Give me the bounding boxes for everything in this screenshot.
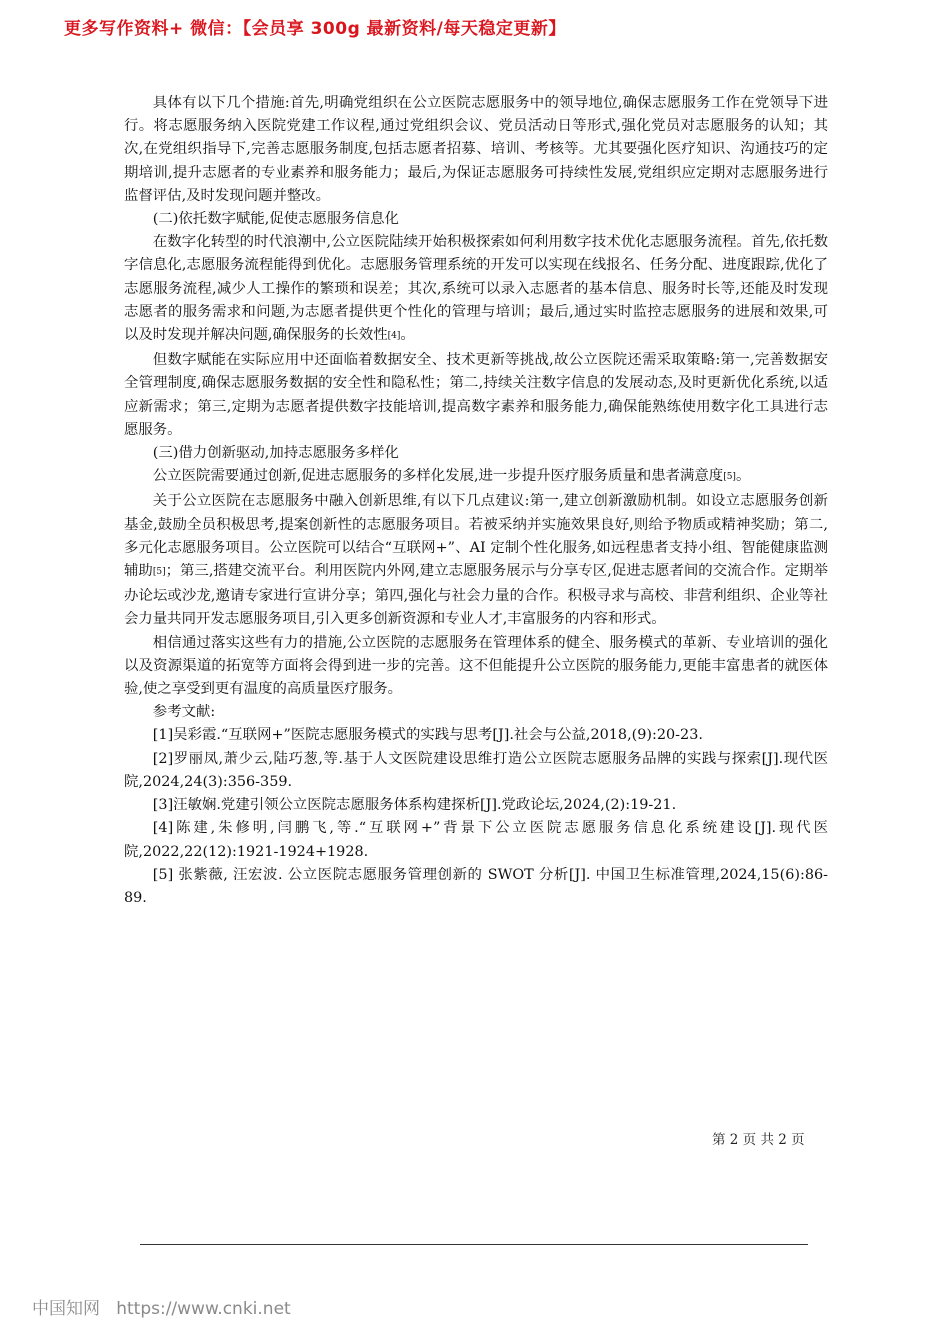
reference-item: [1]吴彩霞.“互联网+”医院志愿服务模式的实践与思考[J].社会与公益,2018,(9):20-23. (152, 727, 703, 744)
reference-item: [3]汪敏娴.党建引领公立医院志愿服务体系构建探析[J].党政论坛,2024,(2):19-21. (152, 797, 677, 814)
document-body (124, 92, 828, 910)
paragraph-end: 。 (735, 468, 751, 485)
reference-item: [2]罗丽凤,萧少云,陆巧葱,等.基于人文医院建设思维打造公立医院志愿服务品牌的实践与探索[J].现代医院,2024,24(3):356-359. (124, 750, 828, 790)
paragraph-end: 。 (400, 327, 415, 344)
page-number: 第 2 页 共 2 页 (712, 1132, 805, 1148)
reference-item: [5] 张紫薇, 汪宏波. 公立医院志愿服务管理创新的 SWOT 分析[J]. 中国卫生标准管理,2024,15(6):86-89. (124, 866, 828, 906)
references-heading: 参考文献: (152, 704, 216, 721)
paragraph-text: 关于公立医院在志愿服务中融入创新思维,有以下几点建议:第一,建立创新激励机制。如设立志愿服务创新基金,鼓励全员积极思考,提案创新性的志愿服务项目。若被采纳并实施效果良好,则给予物质或精神奖励；第二,多元化志愿服务项目。公立医院可以结合“互联网+”、AI 定制个性化服务,如远程患者支持小组、智能健康监测辅助 (124, 493, 828, 580)
citation-marker: [5] (152, 567, 166, 578)
paragraph: 相信通过落实这些有力的措施,公立医院的志愿服务在管理体系的健全、服务模式的革新、专业培训的强化以及资源渠道的拓宽等方面将会得到进一步的完善。这不但能提升公立医院的服务能力,更能丰富患者的就医体验,使之享受到更有温度的高质量医疗服务。 (124, 634, 828, 698)
paragraph: 具体有以下几个措施:首先,明确党组织在公立医院志愿服务中的领导地位,确保志愿服务工作在党领导下进行。将志愿服务纳入医院党建工作议程,通过党组织会议、党员活动日等形式,强化党员对志愿服务的认知；其次,在党组织指导下,完善志愿服务制度,包括志愿者招募、培训、考核等。尤其要强化医疗知识、沟通技巧的定期培训,提升志愿者的专业素养和服务能力；最后,为保证志愿服务可持续性发展,党组织应定期对志愿服务进行监督评估,及时发现问题并整改。 (124, 95, 828, 204)
paragraph-text: ；第三,搭建交流平台。利用医院内外网,建立志愿服务展示与分享专区,促进志愿者间的交流合作。定期举办论坛或沙龙,邀请专家进行宣讲分享；第四,强化与社会力量的合作。积极寻求与高校、非营利组织、企业等社会力量共同开发志愿服务项目,引入更多创新资源和专业人才,丰富服务的内容和形式。 (124, 563, 828, 628)
section-heading: (三)借力创新驱动,加持志愿服务多样化 (152, 445, 399, 462)
paragraph (124, 231, 828, 349)
cnki-watermark: 中国知网 https://www.cnki.net (32, 1299, 291, 1319)
citation-marker: [4] (387, 331, 401, 342)
paragraph (124, 465, 828, 490)
promo-banner: 更多写作资料+ 微信：【会员享 300g 最新资料/每天稳定更新】 (64, 19, 566, 39)
paragraph-text: 在数字化转型的时代浪潮中,公立医院陆续开始积极探索如何利用数字技术优化志愿服务流程。首先,依托数字信息化,志愿服务流程能得到优化。志愿服务管理系统的开发可以实现在线报名、任务分配、进度跟踪,优化了志愿服务流程,减少人工操作的繁琐和误差；其次,系统可以录入志愿者的基本信息、服务时长等,还能及时发现志愿者的服务需求和问题,为志愿者提供更个性化的管理与培训；最后,通过实时监控志愿服务的进展和效果,可以及时发现并解决问题,确保服务的长效性 (124, 234, 828, 344)
reference-item: [4]陈建,朱修明,闫鹏飞,等.“互联网+”背景下公立医院志愿服务信息化系统建设[J].现代医院,2022,22(12):1921-1924+1928. (124, 820, 828, 860)
section-heading: (二)依托数字赋能,促使志愿服务信息化 (152, 211, 399, 228)
paragraph-text: 公立医院需要通过创新,促进志愿服务的多样化发展,进一步提升医疗服务质量和患者满意度 (152, 468, 724, 485)
paragraph (124, 490, 828, 631)
footer-divider (140, 1244, 808, 1245)
citation-marker: [5] (723, 472, 736, 483)
paragraph: 但数字赋能在实际应用中还面临着数据安全、技术更新等挑战,故公立医院还需采取策略:第一,完善数据安全管理制度,确保志愿服务数据的安全性和隐私性；第二,持续关注数字信息的发展动态,及时更新优化系统,以适应新需求；第三,定期为志愿者提供数字技能培训,提高数字素养和服务能力,确保能熟练使用数字化工具进行志愿服务。 (124, 352, 828, 438)
